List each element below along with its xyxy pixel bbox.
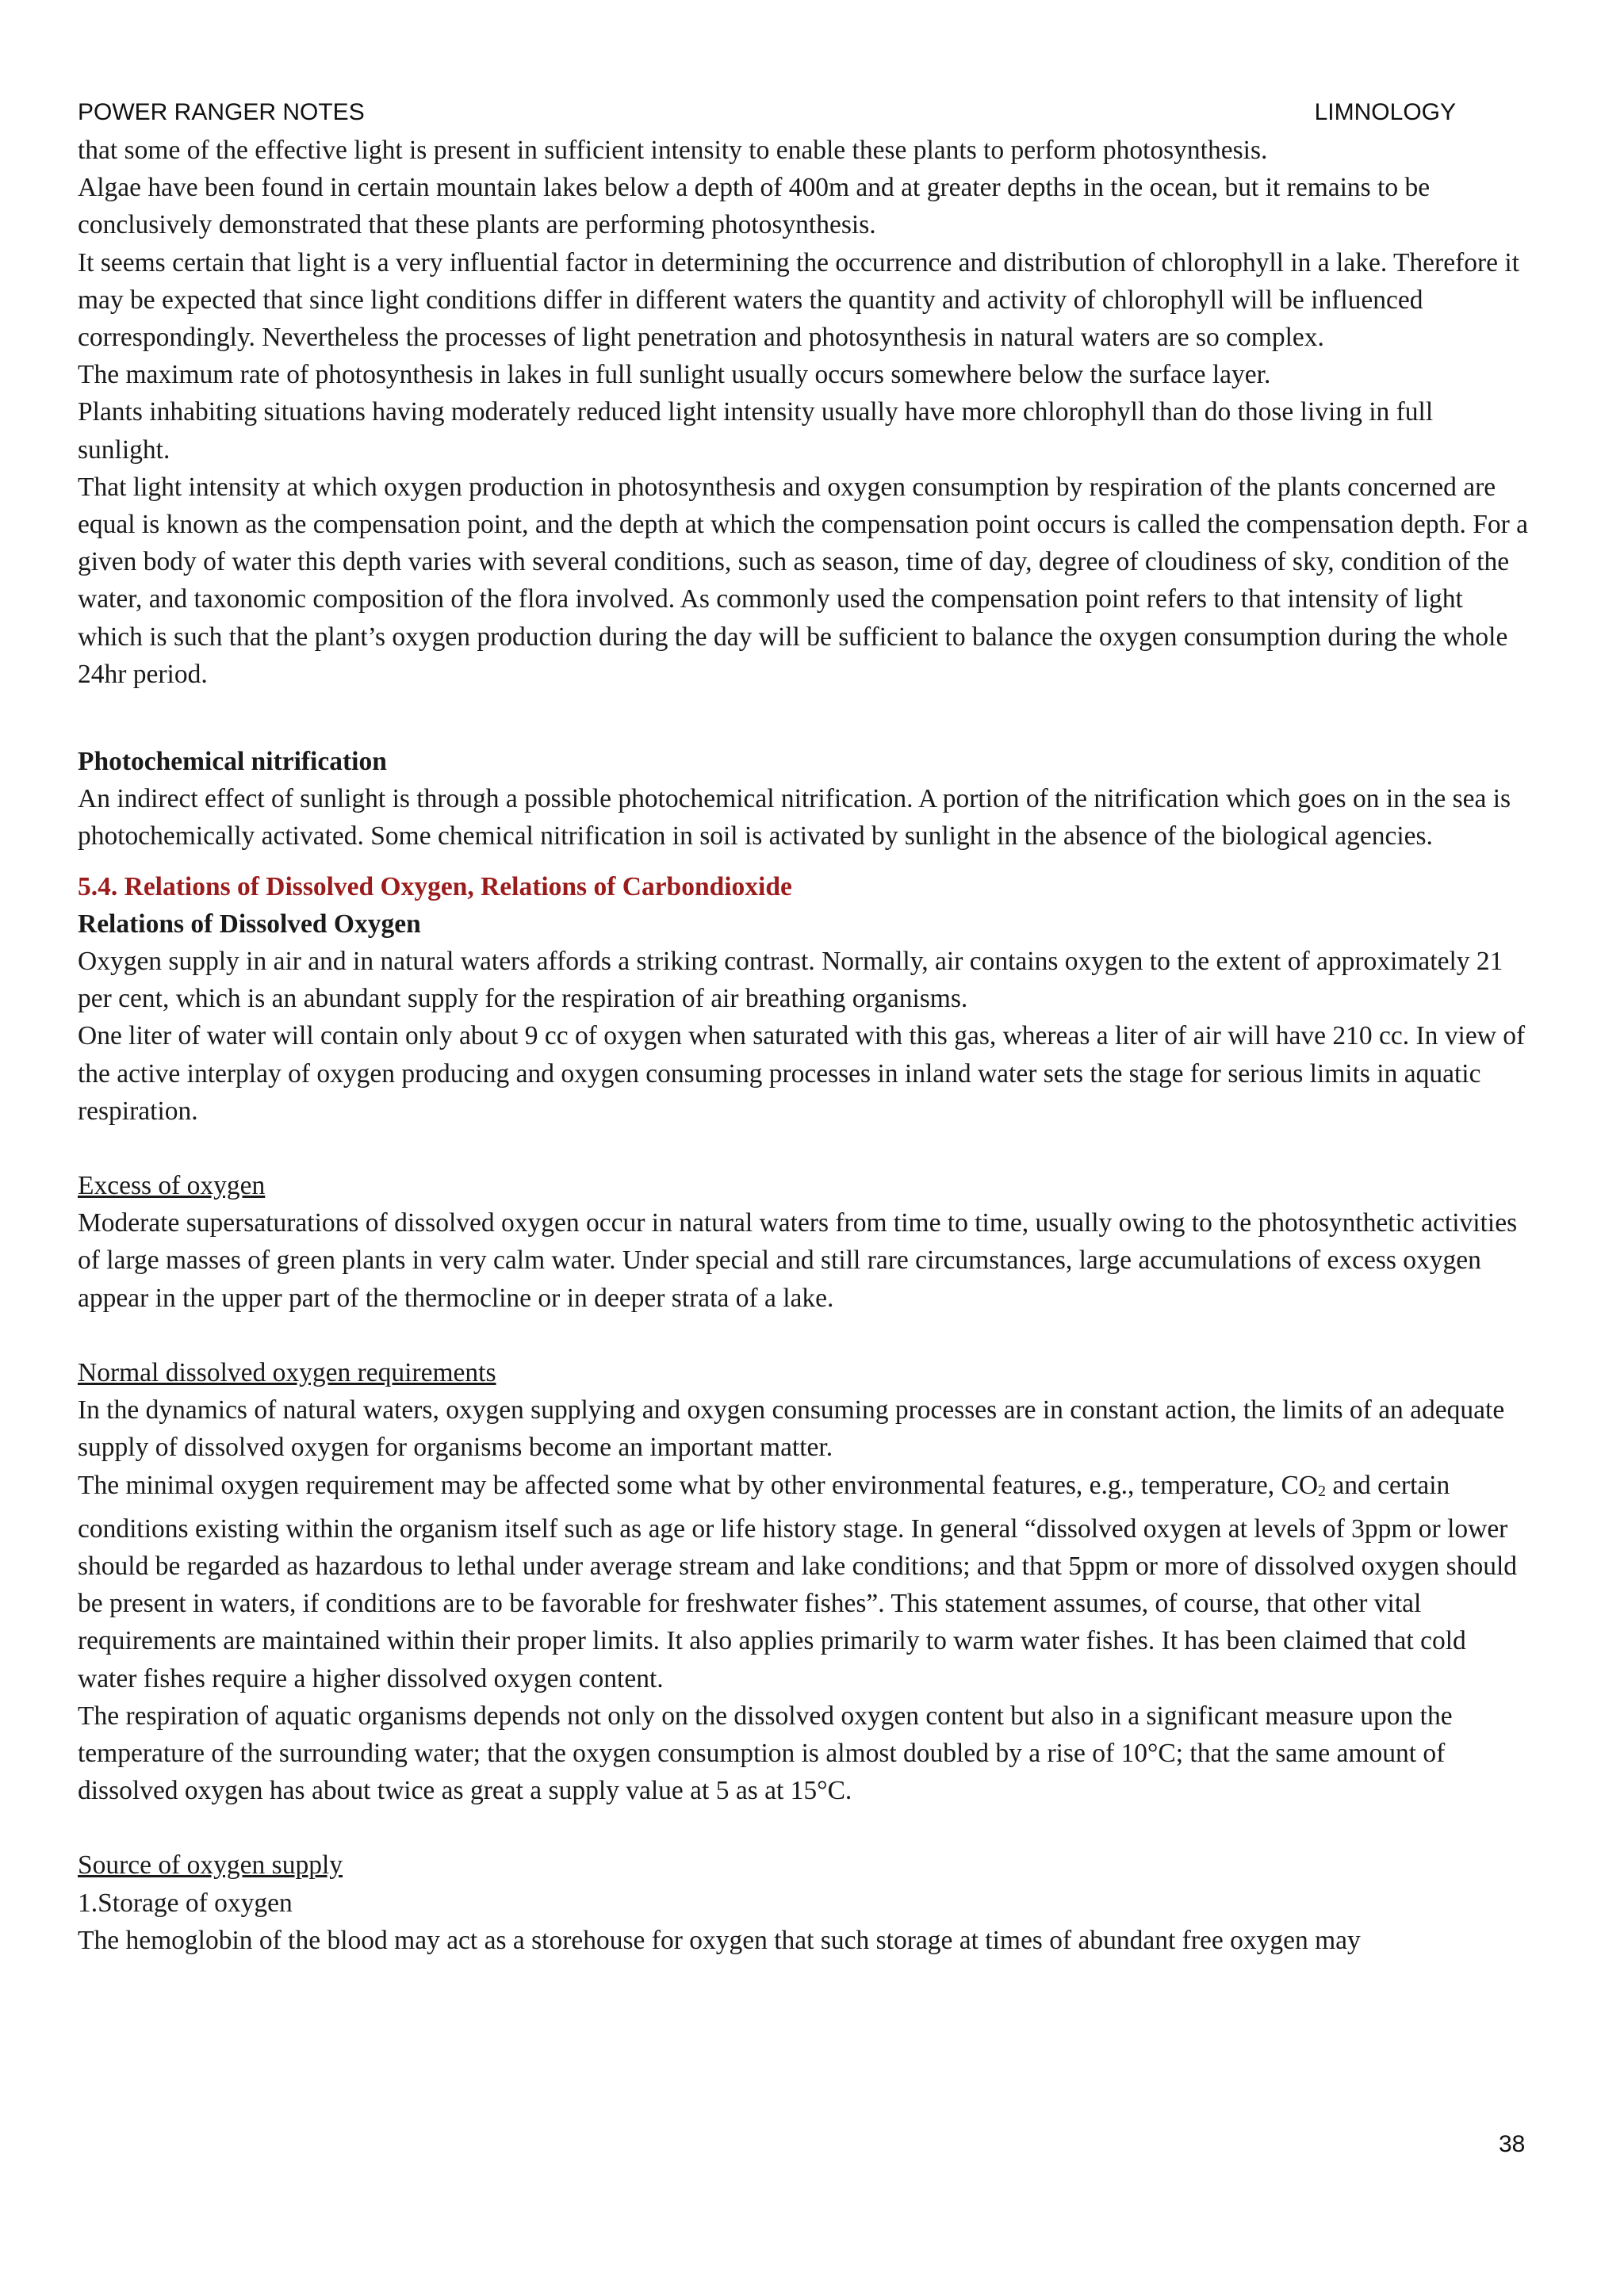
text-run: and certain conditions existing within the organism itself such as age or life history stage. In general “dissolved oxygen at levels of 3ppm or lower should be regarded as hazardous to lethal under average stream and lake conditions; and that 5ppm or more of dissolved oxygen should be present in waters, if conditions are to be favorable for freshwater fishes”. This statement assumes, of course, that other vital requirements are maintained within their proper limits. It also applies primarily to warm water fishes. It has been claimed that cold water fishes require a higher dissolved oxygen content. (78, 1470, 1518, 1693)
page-number: 38 (1499, 2131, 1526, 2157)
paragraph: Moderate supersaturations of dissolved oxygen occur in natural waters from time to time, usually owing to the photosynthetic activities of large masses of green plants in very calm water. Under special and still rare circumstances, large accumulations of excess oxygen appear in the upper part of the thermocline or in deeper strata of a lake. (78, 1208, 1518, 1313)
subscript: 2 (1318, 1482, 1327, 1500)
spacer (78, 1317, 1529, 1354)
spacer (78, 1130, 1529, 1167)
header-right-title: LIMNOLOGY (1314, 99, 1456, 125)
paragraph: The respiration of aquatic organisms depends not only on the dissolved oxygen content but also in a significant measure upon the temperature of the surrounding water; that the oxygen consumption is almost doubled by a rise of 10°C; that the same amount of dissolved oxygen has about twice as great a supply value at 5 as at 15°C. (78, 1701, 1453, 1806)
subheading-photochemical-nitrification: Photochemical nitrification (78, 747, 387, 777)
paragraph: Plants inhabiting situations having moderately reduced light intensity usually have more chlorophyll than do those living in full sunlight. (78, 397, 1434, 465)
section-title: 5.4. Relations of Dissolved Oxygen, Relations of Carbondioxide (78, 871, 792, 901)
paragraph: that some of the effective light is present in sufficient intensity to enable these plants to perform photosynthesis. (78, 136, 1268, 165)
paragraph: Algae have been found in certain mountain lakes below a depth of 400m and at greater depths in the ocean, but it remains to be conclusively demonstrated that these plants are performing photosynthesis. (78, 173, 1431, 240)
subheading-excess-of-oxygen: Excess of oxygen (78, 1171, 266, 1201)
paragraph: It seems certain that light is a very influential factor in determining the occurrence and distribution of chlorophyll in a lake. Therefore it may be expected that since light conditions differ in different waters the quantity and activity of chlorophyll will be influenced correspondingly. Nevertheless the processes of light penetration and photosynthesis in natural waters are so complex. (78, 247, 1519, 353)
paragraph: An indirect effect of sunlight is through a possible photochemical nitrification. A portion of the nitrification which goes on in the sea is photochemically activated. Some chemical nitrification in soil is activated by sunlight in the absence of the biological agencies. (78, 784, 1511, 851)
paragraph: That light intensity at which oxygen production in photosynthesis and oxygen consumption by respiration of the plants concerned are equal is known as the compensation point, and the depth at which the compensation point occurs is called the compensation depth. For a given body of water this depth varies with several conditions, such as season, time of day, degree of cloudiness of sky, condition of the water, and taxonomic composition of the flora involved. As commonly used the compensation point refers to that intensity of light which is such that the plant’s oxygen production during the day will be sufficient to balance the oxygen consumption during the whole 24hr period. (78, 472, 1529, 689)
paragraph (78, 1467, 1529, 1697)
subheading-dissolved-oxygen: Relations of Dissolved Oxygen (78, 909, 421, 939)
header-left-title: POWER RANGER NOTES (78, 99, 365, 125)
paragraph: The hemoglobin of the blood may act as a storehouse for oxygen that such storage at times of abundant free oxygen may (78, 1925, 1361, 1955)
paragraph: Oxygen supply in air and in natural waters affords a striking contrast. Normally, air contains oxygen to the extent of approximately 21 per cent, which is an abundant supply for the respiration of air breathing organisms. (78, 947, 1503, 1014)
text-run: The minimal oxygen requirement may be affected some what by other environmental features, e.g., temperature, CO (78, 1470, 1319, 1500)
paragraph: In the dynamics of natural waters, oxygen supplying and oxygen consuming processes are in constant action, the limits of an adequate supply of dissolved oxygen for organisms become an important matter. (78, 1395, 1505, 1463)
paragraph: One liter of water will contain only about 9 cc of oxygen when saturated with this gas, whereas a liter of air will have 210 cc. In view of the active interplay of oxygen producing and oxygen consuming processes in inland water sets the stage for serious limits in aquatic respiration. (78, 1021, 1526, 1126)
subheading-source-of-oxygen-supply: Source of oxygen supply (78, 1850, 343, 1881)
spacer (78, 1809, 1529, 1846)
spacer (78, 855, 1529, 868)
spacer (78, 693, 1529, 730)
subheading-storage-of-oxygen: 1.Storage of oxygen (78, 1888, 293, 1918)
spacer (78, 730, 1529, 743)
page-content (78, 132, 1529, 1959)
subheading-normal-oxygen-requirements: Normal dissolved oxygen requirements (78, 1357, 496, 1387)
paragraph: The maximum rate of photosynthesis in lakes in full sunlight usually occurs somewhere below the surface layer. (78, 360, 1271, 390)
